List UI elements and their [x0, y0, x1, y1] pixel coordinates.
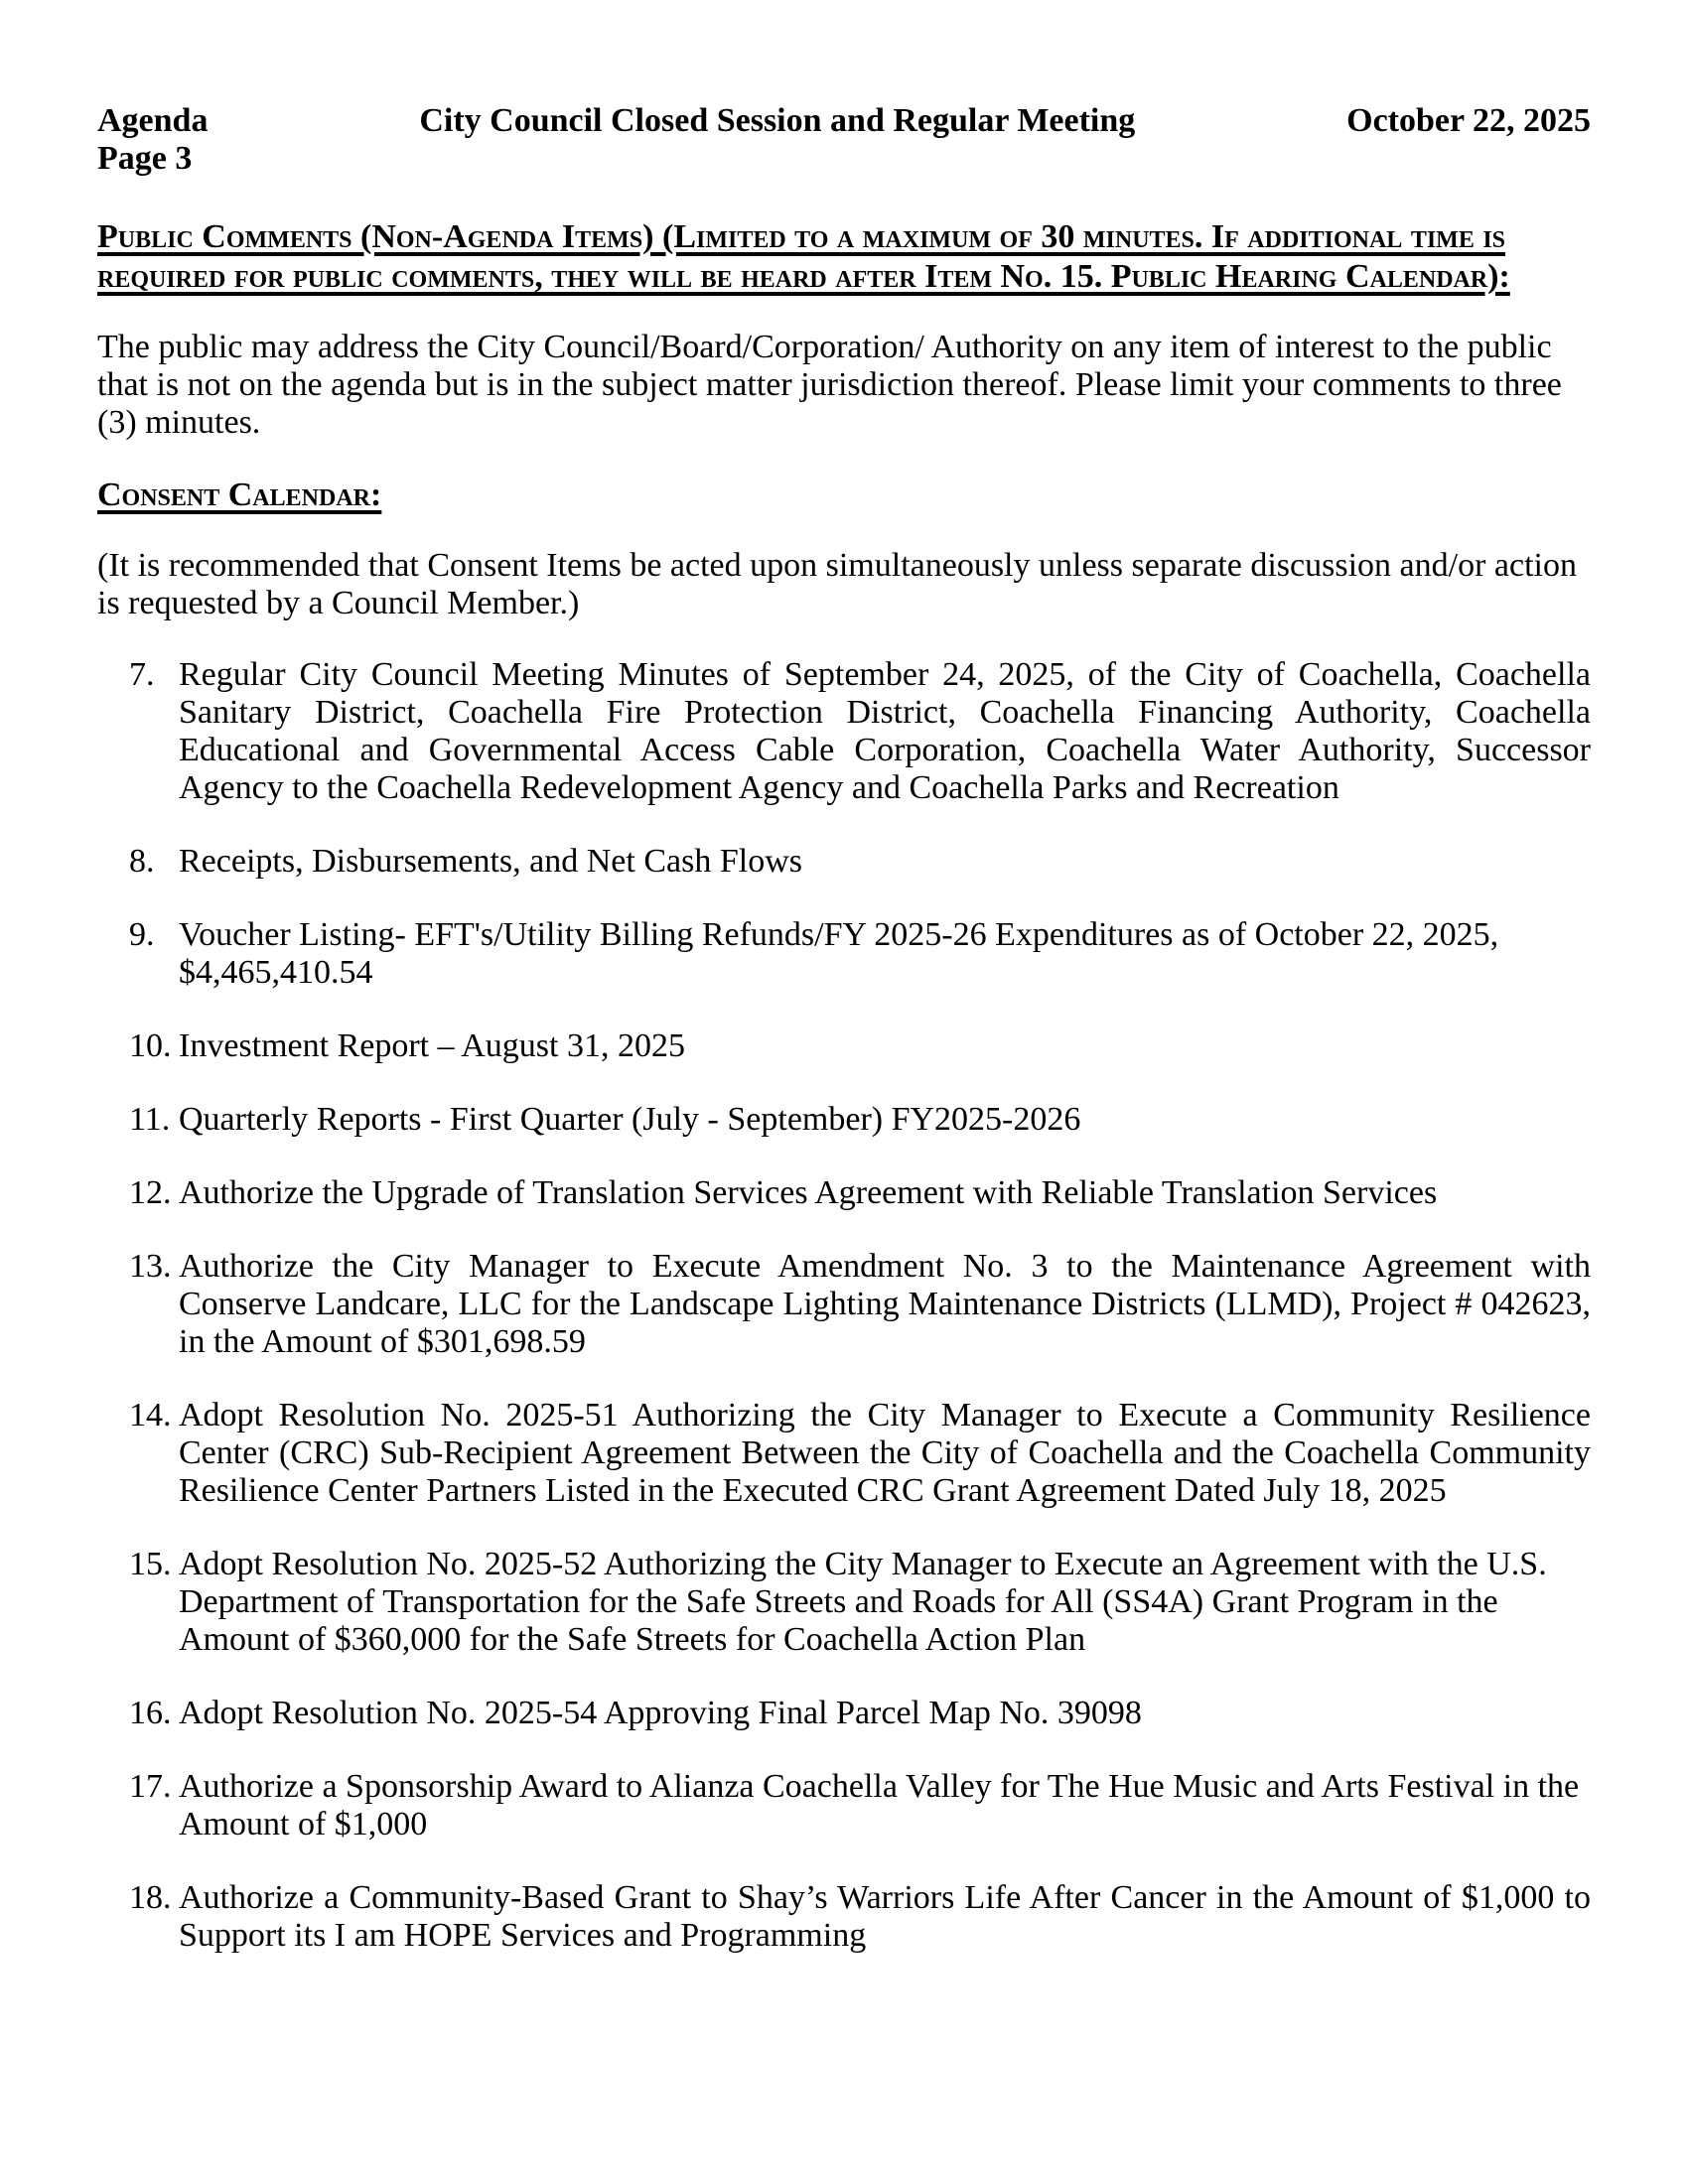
item-number: 18. [129, 1879, 172, 1916]
item-text: Authorize the Upgrade of Translation Services Agreement with Reliable Translation Services [179, 1174, 1438, 1211]
consent-item-11 [97, 1101, 1591, 1139]
item-number: 13. [129, 1248, 172, 1285]
consent-item-17 [97, 1768, 1591, 1843]
consent-item-15 [97, 1546, 1591, 1659]
meeting-date: October 22, 2025 [1346, 102, 1591, 139]
consent-calendar-section [97, 476, 1591, 1955]
consent-item-12 [97, 1174, 1591, 1212]
public-comments-body: The public may address the City Council/Board/Corporation/ Authority on any item of interest to the public that is not on the agenda but is in the subject matter jurisdiction thereof. Please limit your comments to three (3) minutes. [97, 329, 1562, 441]
meeting-title: City Council Closed Session and Regular Meeting [419, 102, 1136, 139]
item-number: 11. [129, 1101, 171, 1138]
public-comments-section [97, 217, 1591, 442]
consent-calendar-list [97, 656, 1591, 1955]
doc-label: Agenda [97, 102, 209, 139]
consent-calendar-heading: Consent Calendar: [97, 477, 382, 513]
consent-item-10 [97, 1027, 1591, 1065]
header-left-block [97, 102, 208, 178]
item-number: 7. [129, 656, 155, 693]
item-number: 9. [129, 916, 155, 953]
item-text: Adopt Resolution No. 2025-54 Approving Final Parcel Map No. 39098 [179, 1695, 1142, 1731]
item-text: Adopt Resolution No. 2025-51 Authorizing the City Manager to Execute a Community Resilience Center (CRC) Sub-Recipient Agreement Between the City of Coachella and the Coachella Community Resilience Center Partners Listed in the Executed CRC Grant Agreement Dated July 18, 2025 [179, 1397, 1591, 1509]
consent-item-16 [97, 1695, 1591, 1732]
consent-item-14 [97, 1397, 1591, 1510]
item-text: Quarterly Reports - First Quarter (July - September) FY2025-2026 [179, 1101, 1081, 1138]
item-number: 15. [129, 1546, 172, 1582]
item-text: Voucher Listing- EFT's/Utility Billing Refunds/FY 2025-26 Expenditures as of October 22, 2025, $4,465,410.54 [179, 916, 1499, 991]
consent-item-8 [97, 843, 1591, 881]
item-number: 12. [129, 1174, 172, 1211]
item-text: Regular City Council Meeting Minutes of September 24, 2025, of the City of Coachella, Coachella Sanitary District, Coachella Fire Protection District, Coachella Financing Authority, Coachella Educational and Governmental Access Cable Corporation, Coachella Water Authority, Successor Agency to the Coachella Redevelopment Agency and Coachella Parks and Recreation [179, 656, 1591, 806]
item-text: Authorize a Sponsorship Award to Alianza Coachella Valley for The Hue Music and Arts Festival in the Amount of $1,000 [179, 1768, 1580, 1843]
item-number: 16. [129, 1695, 172, 1731]
item-text: Adopt Resolution No. 2025-52 Authorizing the City Manager to Execute an Agreement with the U.S. Department of Transportation for the Safe Streets and Roads for All (SS4A) Grant Program in the Amount of $360,000 for the Safe Streets for Coachella Action Plan [179, 1546, 1547, 1658]
item-text: Authorize the City Manager to Execute Amendment No. 3 to the Maintenance Agreement with Conserve Landcare, LLC for the Landscape Lighting Maintenance Districts (LLMD), Project # 042623, in the Amount of $301,698.59 [179, 1248, 1591, 1360]
item-number: 14. [129, 1397, 172, 1433]
item-number: 8. [129, 843, 155, 880]
consent-item-9 [97, 916, 1591, 992]
consent-item-18 [97, 1879, 1591, 1955]
item-text: Authorize a Community-Based Grant to Shay’s Warriors Life After Cancer in the Amount of $1,000 to Support its I am HOPE Services and Programming [179, 1879, 1591, 1954]
page-number-label: Page 3 [97, 140, 193, 177]
public-comments-heading: Public Comments (Non-Agenda Items) (Limited to a maximum of 30 minutes. If additional time is required for public comments, they will be heard after Item No. 15. Public Hearing Calendar): [97, 218, 1510, 295]
item-number: 17. [129, 1768, 172, 1805]
consent-item-7 [97, 656, 1591, 807]
consent-item-13 [97, 1248, 1591, 1361]
page-header [97, 102, 1591, 178]
item-text: Receipts, Disbursements, and Net Cash Flows [179, 843, 802, 880]
item-text: Investment Report – August 31, 2025 [179, 1027, 685, 1064]
consent-calendar-note: (It is recommended that Consent Items be acted upon simultaneously unless separate discussion and/or action is requested by a Council Member.) [97, 547, 1577, 621]
item-number: 10. [129, 1027, 172, 1064]
